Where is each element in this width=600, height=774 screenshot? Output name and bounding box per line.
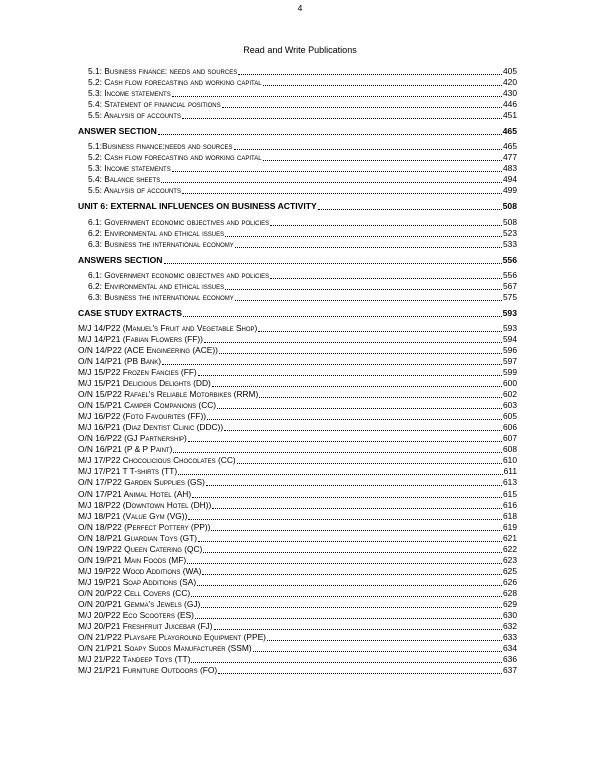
toc-entry[interactable] [78,400,517,411]
dot-leader [192,497,502,498]
dot-leader [201,607,502,608]
dot-leader [212,386,502,387]
toc-entry-label: O/N 20/P22 Cell Covers (CC) [78,587,191,598]
toc-entry-label: O/N 19/P22 Queen Catering (QC) [78,543,203,554]
toc-page-number: 405 [503,66,517,77]
toc-entry[interactable] [78,500,517,511]
dot-leader [222,107,502,108]
dot-leader [182,193,502,194]
toc-page-number: 603 [503,400,517,411]
dot-leader [263,85,502,86]
dot-leader [235,247,502,248]
toc-entry-label: O/N 16/P21 (P & P Paint) [78,444,173,455]
toc-entry-label: 5.4: Statement of financial positions [88,99,221,110]
toc-entry-label: 6.1: Government economic objectives and policies [88,216,270,227]
toc-entry-label: O/N 14/P21 (PB Bank) [78,355,162,366]
dot-leader [198,375,502,376]
toc-entry-label: O/N 18/P21 Guardian Toys (GT) [78,532,198,543]
toc-entry[interactable] [78,455,517,466]
toc-entry[interactable] [78,466,517,477]
toc-entry-label: O/N 19/P21 Main Foods (MF) [78,554,187,565]
toc-entry-label: 5.1: Business finance: needs and sources [88,66,238,77]
dot-leader [178,474,502,475]
toc-entry-label: 5.2: Cash flow forecasting and working capital [88,77,262,88]
toc-entry[interactable] [78,216,517,227]
toc-entry[interactable] [78,477,517,488]
toc-page-number: 446 [503,99,517,110]
toc-page-number: 575 [503,291,517,302]
toc-entry-label: 5.4: Balance sheets [88,174,161,185]
toc-entry-label: M/J 16/P21 (Diaz Dentist Clinic (DDC)) [78,422,224,433]
toc-page-number: 602 [503,389,517,400]
toc-page-number: 523 [503,227,517,238]
toc-entry-label: ANSWERS SECTION [78,254,163,265]
toc-section-heading[interactable] [78,253,517,266]
toc-entry-label: M/J 19/P21 Soap Additions (SA) [78,576,197,587]
toc-entry-label: O/N 18/P22 (Perfect Pottery (PP)) [78,521,211,532]
toc-entry[interactable] [78,228,517,239]
toc-entry-label: 6.2: Environmental and ethical issues [88,280,225,291]
toc-page-number: 634 [503,643,517,654]
toc-page-number: 613 [503,477,517,488]
dot-leader [219,353,502,354]
toc-entry[interactable] [78,239,517,250]
toc-entry-label: 5.2: Cash flow forecasting and working capital [88,152,262,163]
dot-leader [161,182,502,183]
toc-page-number: 636 [503,654,517,665]
table-of-contents [78,66,517,676]
toc-page-number: 632 [503,621,517,632]
page-number: 4 [297,3,303,13]
toc-page-number: 477 [503,152,517,163]
dot-leader [183,316,502,317]
toc-page-number: 556 [502,254,517,265]
toc-page-number: 597 [503,355,517,366]
toc-entry[interactable] [78,588,517,599]
toc-page-number: 451 [503,110,517,121]
toc-section-heading[interactable] [78,306,517,319]
toc-page-number: 622 [503,543,517,554]
dot-leader [198,541,502,542]
toc-entry-label: M/J 18/P21 (Value Gym (VG)) [78,510,188,521]
toc-section-heading[interactable] [78,199,517,212]
toc-page-number: 616 [503,499,517,510]
toc-page-number: 615 [503,488,517,499]
dot-leader [214,629,502,630]
dot-leader [172,171,502,172]
dot-leader [225,289,502,290]
toc-entry[interactable] [78,185,517,196]
toc-page-number: 494 [503,174,517,185]
dot-leader [211,530,502,531]
toc-page-number: 499 [503,185,517,196]
toc-entry[interactable] [78,152,517,163]
toc-entry[interactable] [78,599,517,610]
dot-leader [263,160,502,161]
dot-leader [217,408,502,409]
dot-leader [191,596,502,597]
dot-leader [188,441,502,442]
dot-leader [270,278,502,279]
toc-page-number: 625 [503,565,517,576]
toc-entry[interactable] [78,389,517,400]
dot-leader [188,519,502,520]
toc-entry-label: M/J 17/P21 T T-shirts (TT) [78,466,178,477]
toc-page-number: 599 [503,366,517,377]
toc-entry[interactable] [78,610,517,621]
toc-entry[interactable] [78,444,517,455]
toc-entry-label: M/J 15/P22 Frozen Fancies (FF) [78,366,197,377]
toc-entry[interactable] [78,99,517,110]
toc-entry[interactable] [78,433,517,444]
toc-page-number: 508 [502,201,517,212]
toc-entry[interactable] [78,665,517,676]
toc-page-number: 630 [503,610,517,621]
toc-entry-label: 6.1: Government economic objectives and policies [88,269,270,280]
toc-page-number: 621 [503,532,517,543]
toc-page-number: 420 [503,77,517,88]
toc-page-number: 430 [503,88,517,99]
dot-leader [253,651,502,652]
toc-entry-label: UNIT 6: EXTERNAL INFLUENCES ON BUSINESS ACTIVITY [78,201,317,212]
toc-entry-label: 5.3: Income statements [88,88,171,99]
toc-entry-label: CASE STUDY EXTRACTS [78,307,182,318]
toc-page-number: 608 [503,444,517,455]
toc-page-number: 637 [503,665,517,676]
toc-entry-label: M/J 14/P22 (Manuel's Fruit and Vegetable Shop) [78,322,258,333]
toc-entry[interactable] [78,632,517,643]
dot-leader [270,225,502,226]
toc-entry[interactable] [78,422,517,433]
toc-entry-label: 5.1:Business finance:needs and sources [88,141,233,152]
toc-page-number: 483 [503,163,517,174]
toc-entry-label: O/N 21/P21 Soapy Sudds Manufacturer (SSM) [78,643,252,654]
toc-entry-label: M/J 16/P22 (Foto Favourites (FF)) [78,411,207,422]
toc-page-number: 611 [503,466,517,477]
toc-entry-label: 5.3: Income statements [88,163,171,174]
toc-entry-label: ANSWER SECTION [78,126,157,137]
dot-leader [164,263,502,264]
dot-leader [238,74,502,75]
toc-entry-label: O/N 14/P22 (ACE Engineering (ACE)) [78,344,218,355]
dot-leader [206,485,502,486]
toc-entry[interactable] [78,281,517,292]
toc-entry-label: M/J 19/P22 Wood Additions (WA) [78,565,202,576]
dot-leader [237,463,502,464]
toc-entry-label: M/J 18/P22 (Downtown Hotel (DH)) [78,499,212,510]
toc-entry[interactable] [78,367,517,378]
dot-leader [212,508,502,509]
dot-leader [225,236,502,237]
toc-entry[interactable] [78,163,517,174]
toc-entry[interactable] [78,654,517,665]
toc-entry[interactable] [78,270,517,281]
toc-entry-label: M/J 21/P22 Tandeep Toys (TT) [78,654,191,665]
dot-leader [318,209,502,210]
toc-entry[interactable] [78,411,517,422]
dot-leader [158,134,502,135]
dot-leader [173,452,502,453]
dot-leader [235,300,502,301]
toc-entry-label: 5.5: Analysis of accounts [88,110,181,121]
toc-page-number: 629 [503,598,517,609]
toc-entry[interactable] [78,292,517,303]
toc-entry[interactable] [78,511,517,522]
toc-entry[interactable] [78,555,517,566]
toc-entry[interactable] [78,488,517,499]
toc-entry-label: M/J 14/P21 (Fabian Flowers (FF)) [78,333,203,344]
toc-entry[interactable] [78,88,517,99]
toc-entry[interactable] [78,544,517,555]
toc-entry[interactable] [78,110,517,121]
toc-entry-label: M/J 15/P21 Delicious Delights (DD) [78,378,211,389]
toc-entry-label: O/N 21/P22 Playsafe Playground Equipment (PPE) [78,632,266,643]
toc-page-number: 600 [503,378,517,389]
toc-page-number: 633 [503,632,517,643]
toc-entry-label: O/N 16/P22 (GJ Partnership) [78,433,187,444]
toc-section-heading[interactable] [78,124,517,137]
toc-entry[interactable] [78,533,517,544]
toc-page-number: 508 [503,216,517,227]
toc-page-number: 556 [503,269,517,280]
dot-leader [182,118,502,119]
dot-leader [259,397,502,398]
toc-entry-label: 6.3: Business the international economy [88,238,234,249]
toc-page-number: 618 [503,510,517,521]
dot-leader [172,96,502,97]
toc-entry-label: O/N 17/P21 Animal Hotel (AH) [78,488,192,499]
dot-leader [202,574,502,575]
toc-entry-label: M/J 21/P21 Furniture Outdoors (FO) [78,665,218,676]
dot-leader [187,563,502,564]
toc-page-number: 628 [503,587,517,598]
toc-entry-label: O/N 15/P21 Camper Companions (CC) [78,400,217,411]
toc-page-number: 593 [502,307,517,318]
dot-leader [207,419,502,420]
toc-entry[interactable] [78,334,517,345]
toc-page-number: 465 [503,141,517,152]
dot-leader [203,552,502,553]
publisher-header: Read and Write Publications [243,45,357,55]
toc-entry-label: O/N 15/P22 Rafael's Reliable Motorbikes (RRM) [78,389,259,400]
dot-leader [267,640,502,641]
toc-entry[interactable] [78,378,517,389]
toc-entry[interactable] [78,141,517,152]
toc-entry[interactable] [78,621,517,632]
toc-entry[interactable] [78,345,517,356]
toc-entry-label: O/N 20/P21 Gemma's Jewels (GJ) [78,598,201,609]
dot-leader [234,149,502,150]
dot-leader [195,618,502,619]
toc-page-number: 465 [502,126,517,137]
toc-entry-label: M/J 20/P21 Freshfruit Juicebar (FJ) [78,621,213,632]
toc-page-number: 626 [503,576,517,587]
toc-page-number: 606 [503,422,517,433]
dot-leader [162,364,502,365]
toc-entry[interactable] [78,66,517,77]
toc-entry[interactable] [78,174,517,185]
toc-entry[interactable] [78,522,517,533]
dot-leader [224,430,502,431]
toc-page-number: 593 [503,322,517,333]
toc-entry-label: 5.5: Analysis of accounts [88,185,181,196]
toc-entry-label: O/N 17/P22 Garden Supplies (GS) [78,477,205,488]
toc-entry-label: 6.2: Environmental and ethical issues [88,227,225,238]
toc-page-number: 596 [503,344,517,355]
toc-entry[interactable] [78,356,517,367]
dot-leader [258,331,502,332]
toc-page-number: 605 [503,411,517,422]
toc-page-number: 533 [503,238,517,249]
toc-entry[interactable] [78,566,517,577]
dot-leader [191,662,502,663]
toc-page-number: 623 [503,554,517,565]
dot-leader [218,673,502,674]
dot-leader [197,585,502,586]
toc-page-number: 619 [503,521,517,532]
toc-entry[interactable] [78,77,517,88]
toc-page-number: 610 [503,455,517,466]
toc-page-number: 607 [503,433,517,444]
toc-entry-label: M/J 17/P22 Chocolicious Chocolates (CC) [78,455,236,466]
toc-page-number: 594 [503,333,517,344]
toc-entry-label: 6.3: Business the international economy [88,291,234,302]
dot-leader [204,342,502,343]
toc-entry[interactable] [78,323,517,334]
toc-entry[interactable] [78,577,517,588]
toc-entry-label: M/J 20/P22 Eco Scooters (ES) [78,610,194,621]
toc-entry[interactable] [78,643,517,654]
toc-page-number: 567 [503,280,517,291]
